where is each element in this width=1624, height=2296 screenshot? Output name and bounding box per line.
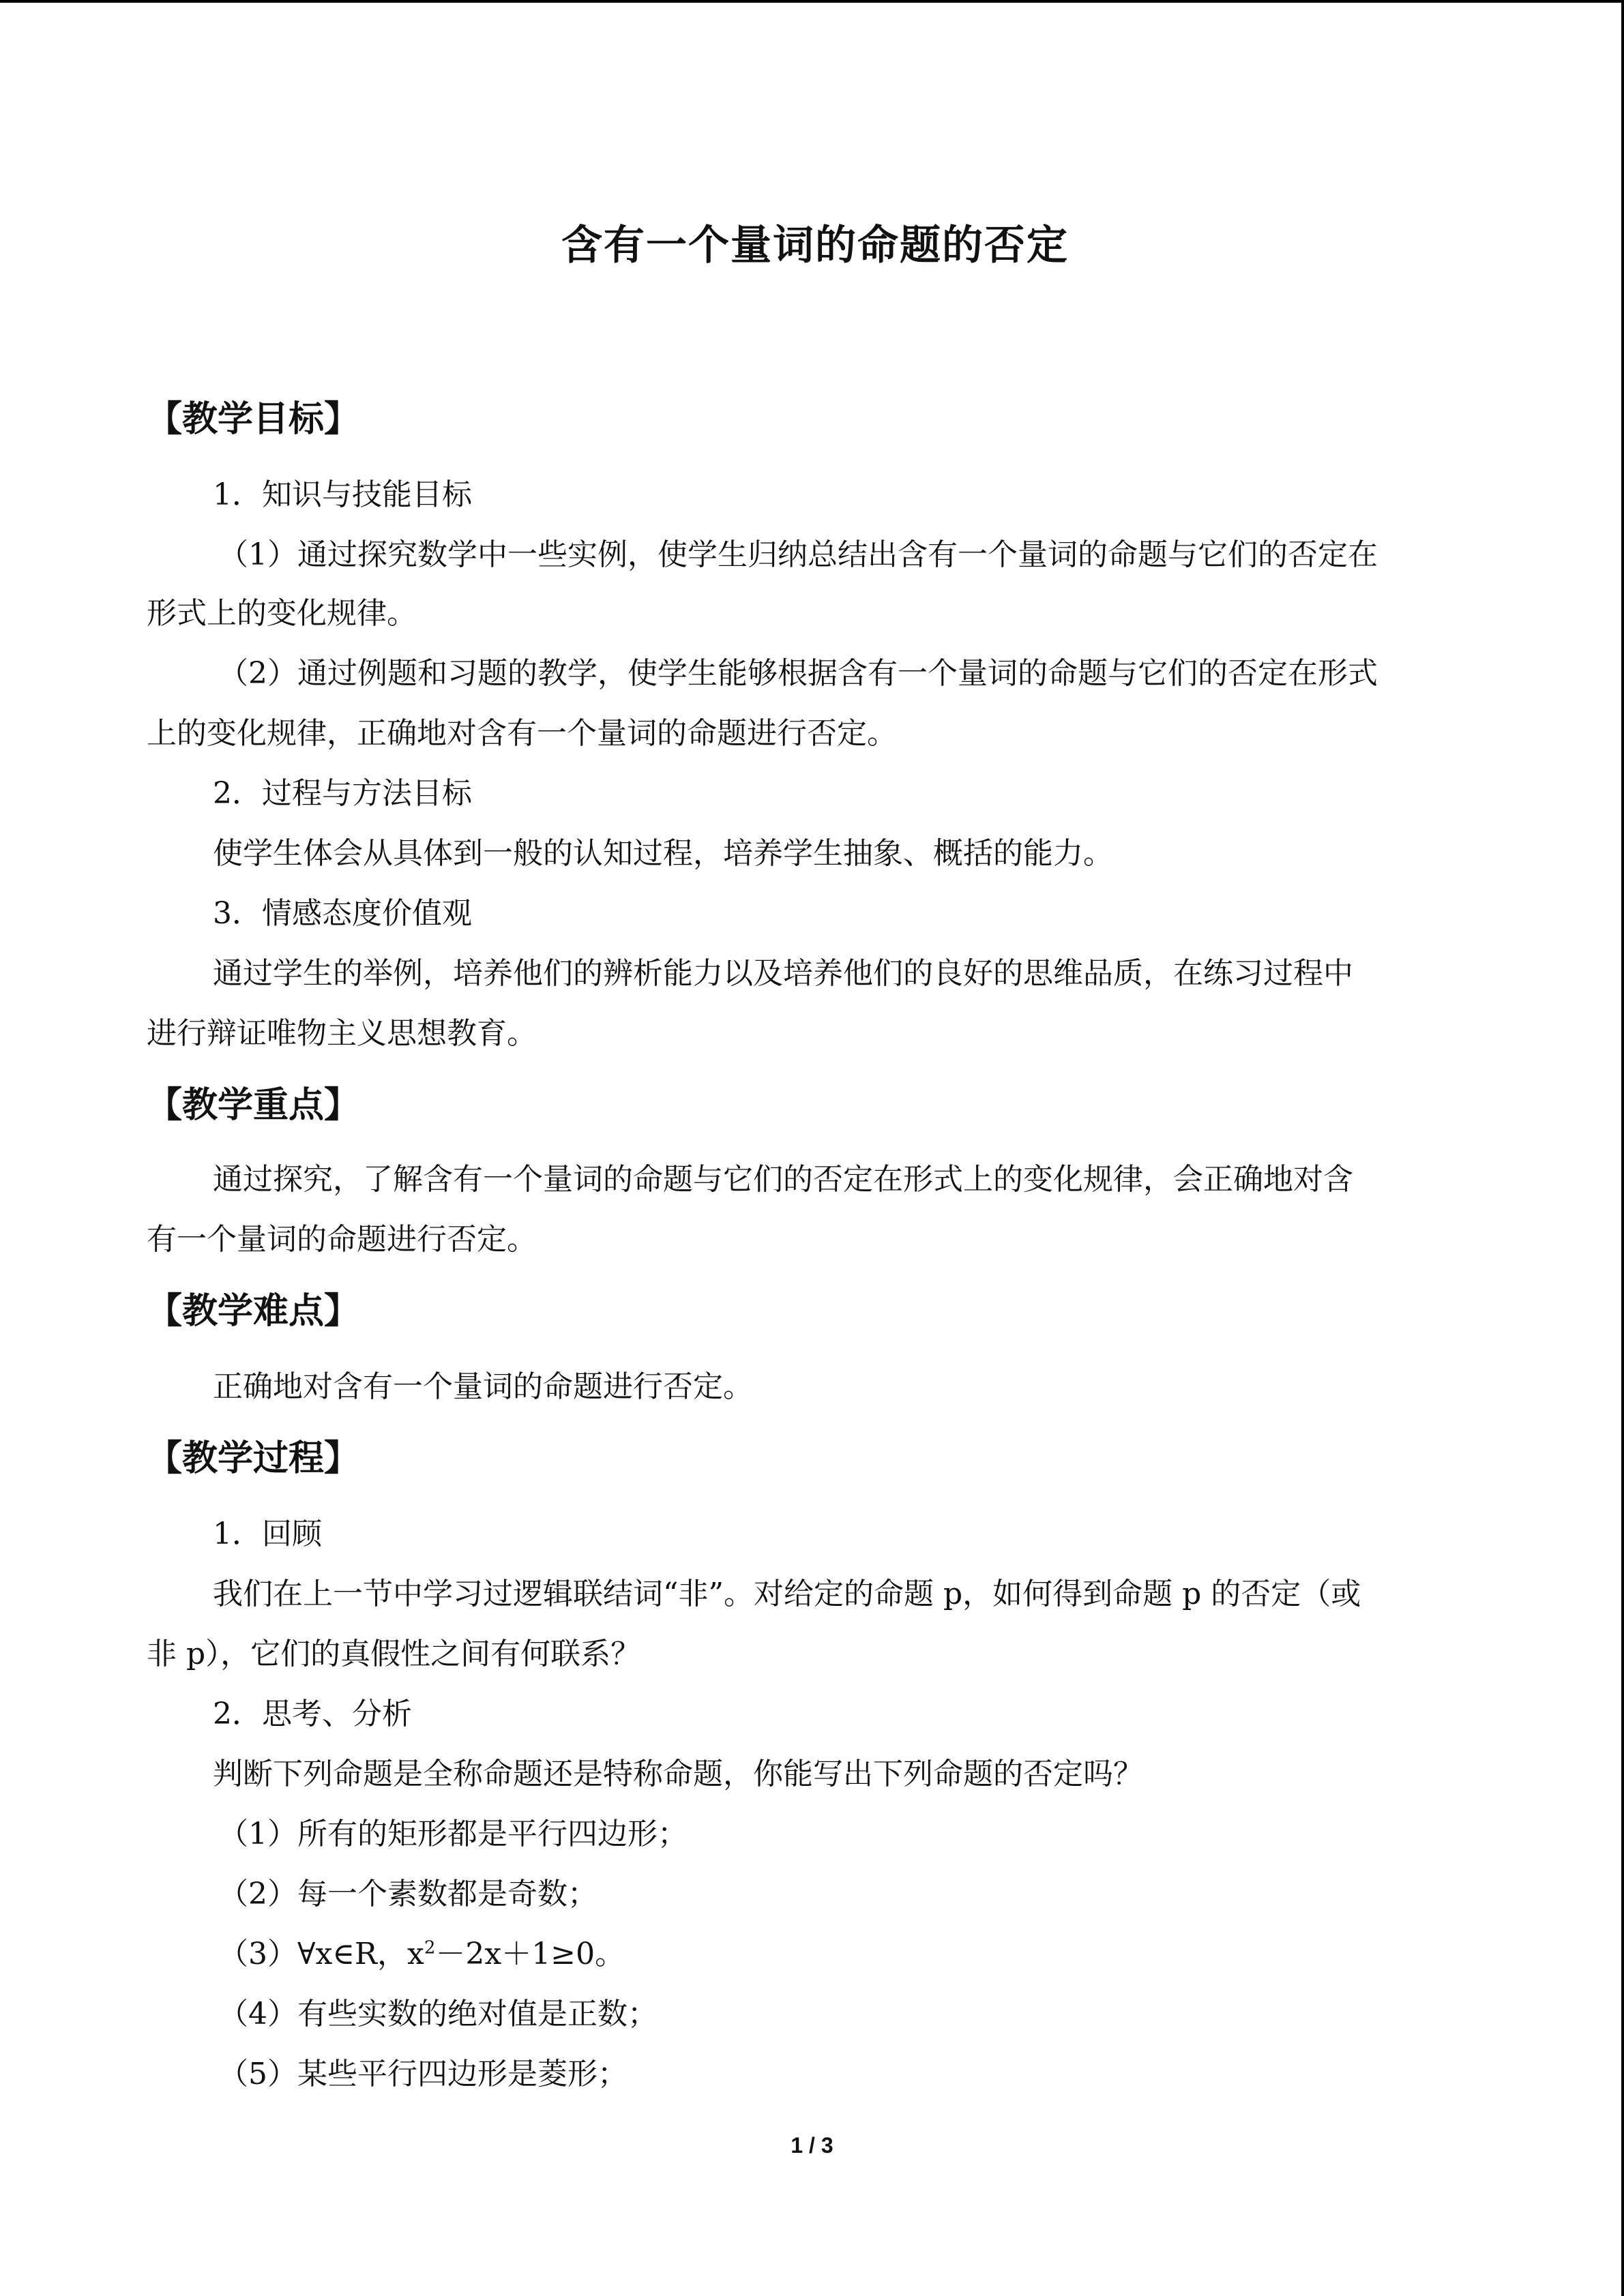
process-item-3-text-a: （3）∀x∈R，x (218, 1937, 424, 1971)
key-line-2: 有一个量词的命题进行否定。 (147, 1222, 537, 1257)
heading-difficulty: 【教学难点】 (147, 1291, 360, 1332)
page-right-border (1621, 0, 1624, 2296)
goals-line-10: 进行辩证唯物主义思想教育。 (147, 1016, 537, 1051)
heading-process: 【教学过程】 (147, 1438, 360, 1479)
process-item-1: （1）所有的矩形都是平行四边形； (218, 1817, 688, 1851)
goals-line-2: （1）通过探究数学中一些实例，使学生归纳总结出含有一个量词的命题与它们的否定在 (218, 537, 1378, 572)
process-item-2: （2）每一个素数都是奇数； (218, 1877, 597, 1911)
key-line-1: 通过探究，了解含有一个量词的命题与它们的否定在形式上的变化规律，会正确地对含 (213, 1162, 1353, 1197)
process-item-5: （5）某些平行四边形是菱形； (218, 2057, 628, 2091)
goals-line-1: 1．知识与技能目标 (213, 477, 472, 512)
goals-line-6: 2．过程与方法目标 (213, 776, 472, 811)
process-line-5: 判断下列命题是全称命题还是特称命题，你能写出下列命题的否定吗？ (213, 1757, 1143, 1791)
process-item-3-text-b: －2x＋1≥0。 (435, 1937, 625, 1971)
goals-line-9: 通过学生的举例，培养他们的辨析能力以及培养他们的良好的思维品质，在练习过程中 (213, 956, 1353, 991)
process-line-3: 非 p），它们的真假性之间有何联系？ (147, 1637, 641, 1671)
page-title: 含有一个量词的命题的否定 (561, 222, 1069, 269)
goals-line-4: （2）通过例题和习题的教学，使学生能够根据含有一个量词的命题与它们的否定在形式 (218, 656, 1378, 691)
goals-line-5: 上的变化规律，正确地对含有一个量词的命题进行否定。 (147, 716, 897, 751)
process-line-4: 2．思考、分析 (213, 1697, 412, 1731)
page-top-border (0, 0, 1624, 3)
goals-line-7: 使学生体会从具体到一般的认知过程，培养学生抽象、概括的能力。 (213, 836, 1113, 871)
difficulty-line-1: 正确地对含有一个量词的命题进行否定。 (213, 1369, 753, 1404)
page-number: 1 / 3 (791, 2133, 833, 2158)
process-item-4: （4）有些实数的绝对值是正数； (218, 1997, 658, 2031)
process-line-2: 我们在上一节中学习过逻辑联结词“非”。对给定的命题 p，如何得到命题 p 的否定（或 (213, 1577, 1361, 1611)
process-item-3 (218, 1934, 625, 1975)
heading-key-points: 【教学重点】 (147, 1085, 360, 1126)
heading-goals: 【教学目标】 (147, 399, 360, 440)
goals-line-8: 3．情感态度价值观 (213, 896, 472, 931)
goals-line-3: 形式上的变化规律。 (147, 596, 417, 631)
process-line-1: 1．回顾 (213, 1517, 322, 1551)
process-item-3-exponent: 2 (424, 1937, 436, 1958)
